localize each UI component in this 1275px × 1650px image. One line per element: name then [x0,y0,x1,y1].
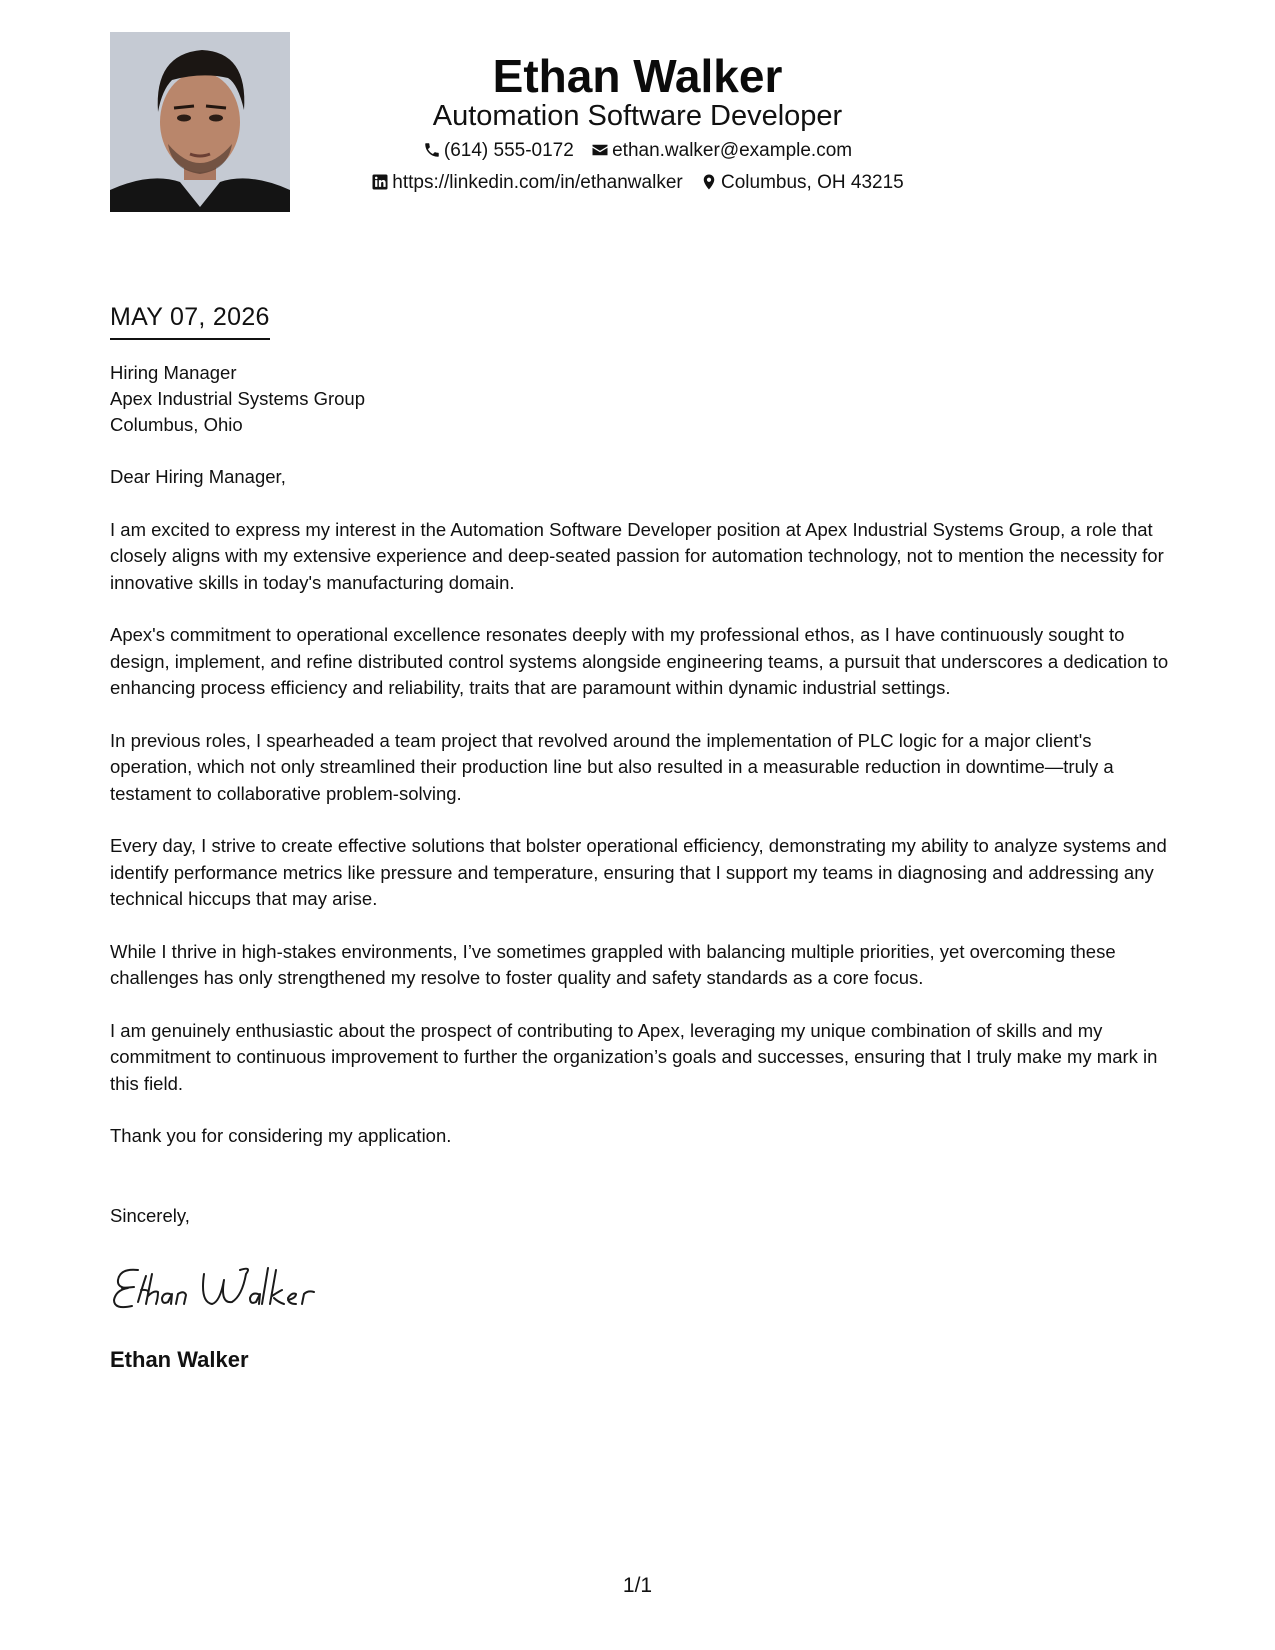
phone-text: (614) 555-0172 [443,140,574,161]
email-contact[interactable] [591,138,852,164]
body-paragraph: In previous roles, I spearheaded a team project that revolved around the implementation of PLC logic for a major client's operation, which not only streamlined their production line but also resulted in a measurable reduction in downtime—truly a testament to collaborative problem-solving. [110,729,1114,804]
candidate-name: Ethan Walker [492,50,783,102]
closing: Sincerely, [110,1205,190,1226]
body-paragraph: I am genuinely enthusiastic about the prospect of contributing to Apex, leveraging my unique combination of skills and my commitment to continuous improvement to further the organization’s goals and successes, ensuring that I truly make my mark in this field. [110,1019,1158,1094]
map-pin-icon [700,173,718,191]
linkedin-text: https://linkedin.com/in/ethanwalker [392,172,683,193]
linkedin-contact[interactable] [371,170,682,196]
body-paragraph: While I thrive in high-stakes environments, I’ve sometimes grappled with balancing multiple priorities, yet overcoming these challenges has only strengthened my resolve to foster quality and safety standards as a core focus. [110,940,1116,988]
location-contact [700,170,904,196]
handwritten-signature [108,1258,338,1318]
linkedin-icon [371,173,389,191]
phone-contact[interactable] [423,138,574,164]
email-text: ethan.walker@example.com [612,140,853,161]
phone-icon [423,141,441,159]
contact-row-primary [0,138,1275,164]
letter-body [110,464,1170,1176]
recipient-line: Apex Industrial Systems Group [110,388,365,409]
recipient-line: Hiring Manager [110,362,237,383]
body-paragraph: I am excited to express my interest in the Automation Software Developer position at Apex Industrial Systems Group, a role that closely aligns with my extensive experience and deep-seated passion for automation technology, not to mention the necessity for innovative skills in today's manufacturing domain. [110,518,1164,593]
body-paragraph: Thank you for considering my application. [110,1125,452,1146]
body-paragraph: Every day, I strive to create effective solutions that bolster operational efficiency, demonstrating my ability to analyze systems and identify performance metrics like pressure and temperature, ensuring that I support my teams in diagnosing and addressing any technical hiccups that may arise. [110,835,1167,909]
signer-name: Ethan Walker [110,1347,249,1372]
envelope-icon [591,141,609,159]
contact-row-secondary [0,170,1275,196]
page-indicator: 1/1 [622,1574,653,1597]
salutation: Dear Hiring Manager, [110,466,286,487]
job-title: Automation Software Developer [432,100,843,132]
recipient-block [110,360,365,438]
recipient-line: Columbus, Ohio [110,414,243,435]
location-text: Columbus, OH 43215 [721,172,904,193]
letter-date: MAY 07, 2026 [110,300,270,340]
body-paragraph: Apex's commitment to operational excellence resonates deeply with my professional ethos, as I have continuously sought to design, implement, and refine distributed control systems alongside engineering teams, a pursuit that underscores a dedication to enhancing process efficiency and reliability, traits that are paramount within dynamic industrial settings. [110,624,1169,698]
